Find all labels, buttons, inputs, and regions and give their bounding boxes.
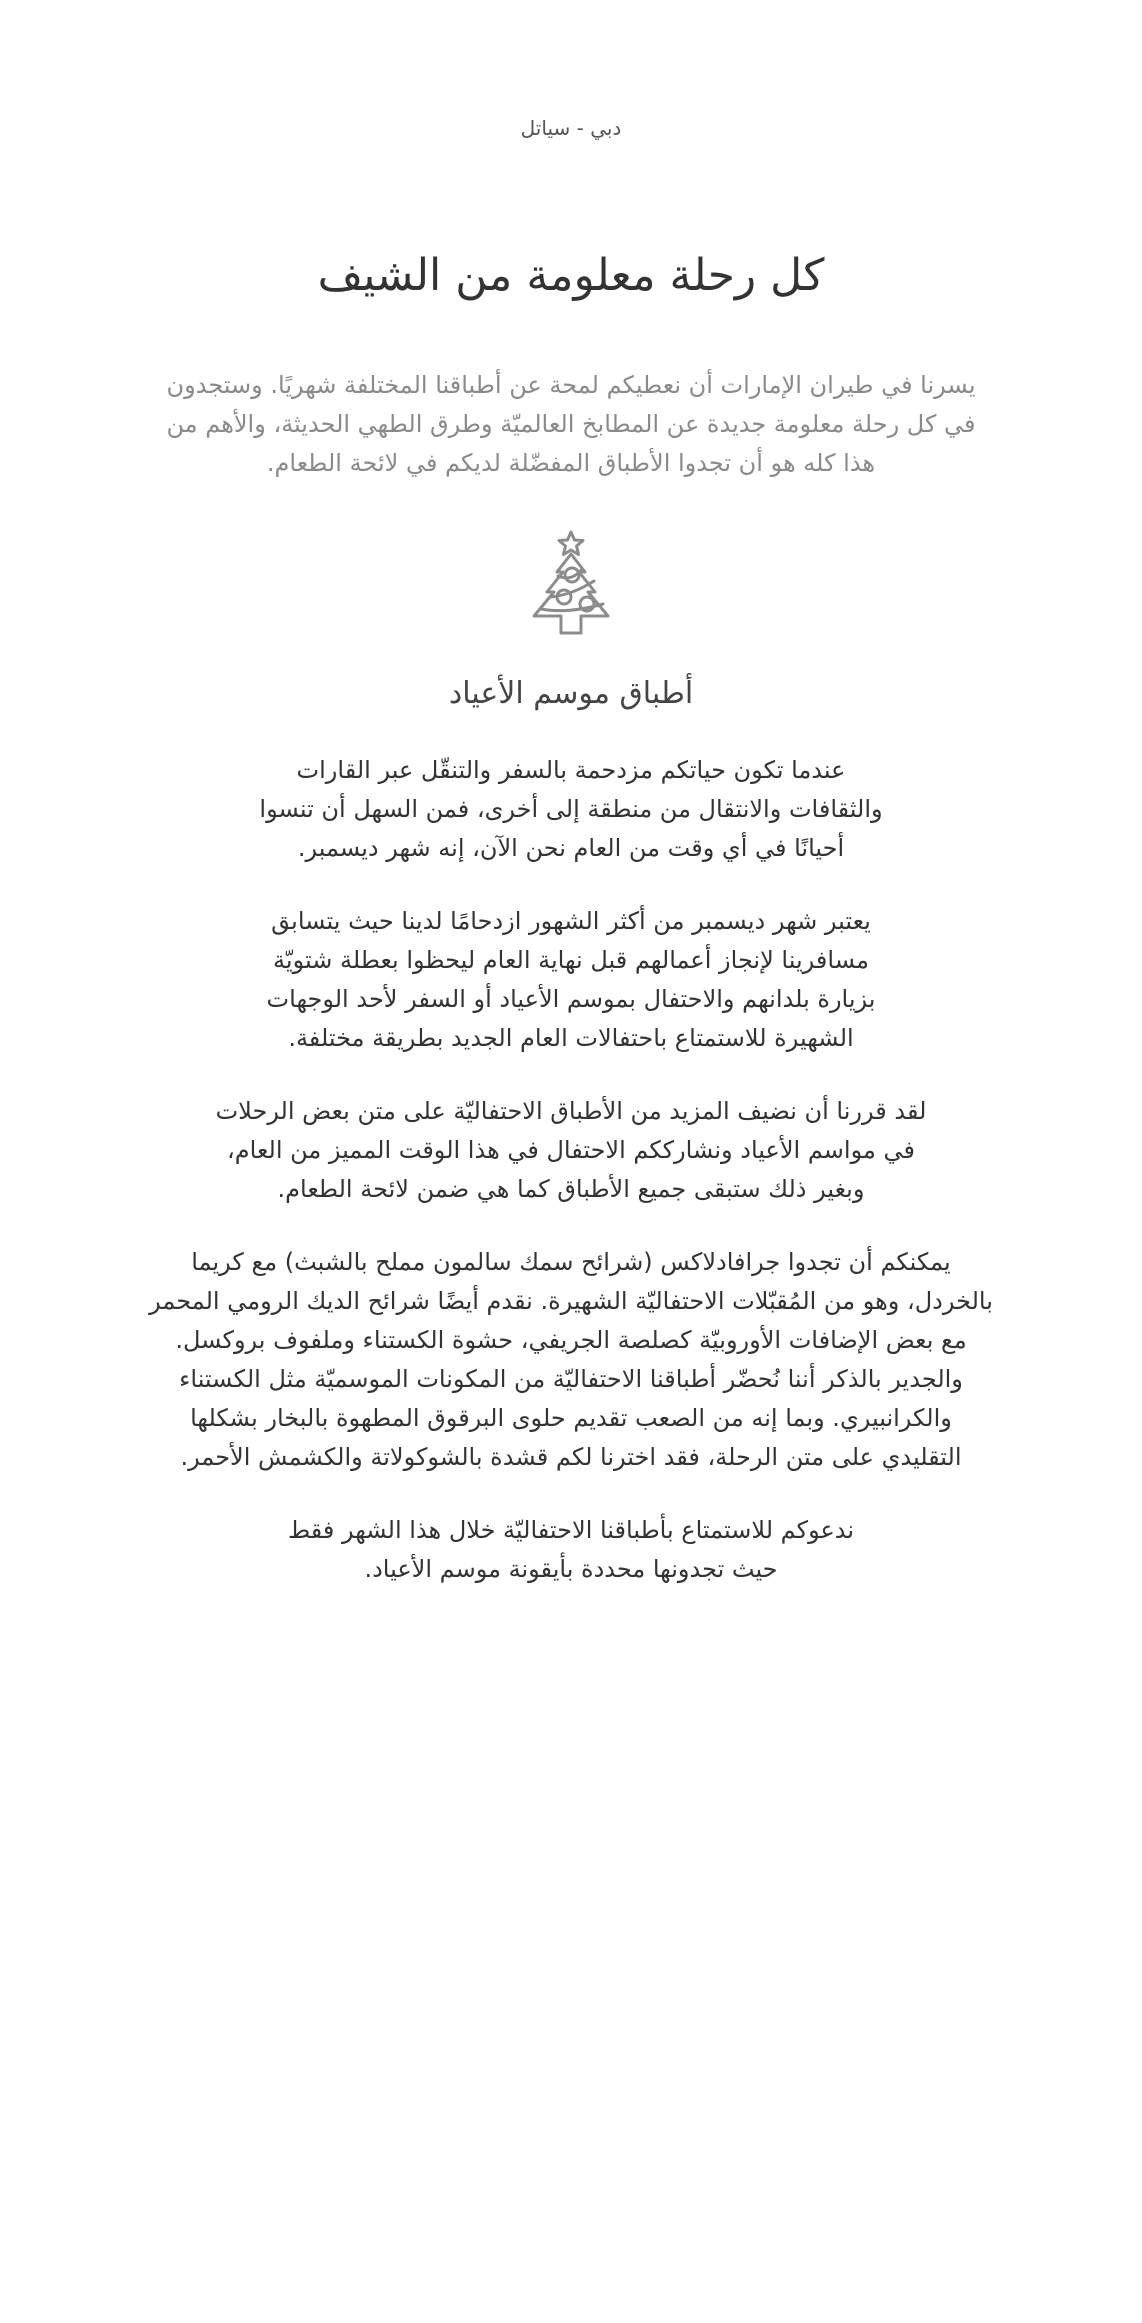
paragraph-line: مسافرينا لإنجاز أعمالهم قبل نهاية العام ليحظوا بعطلة شتويّة (273, 946, 869, 974)
paragraph-line: لقد قررنا أن نضيف المزيد من الأطباق الاحتفاليّة على متن بعض الرحلات (215, 1097, 927, 1125)
paragraph-line: يعتبر شهر ديسمبر من أكثر الشهور ازدحامًا لدينا حيث يتسابق (271, 907, 871, 935)
intro-line: في كل رحلة معلومة جديدة عن المطابخ العالميّة وطرق الطهي الحديثة، والأهم من (166, 410, 976, 438)
intro-line: يسرنا في طيران الإمارات أن نعطيكم لمحة عن أطباقنا المختلفة شهريًا. وستجدون (166, 371, 976, 399)
paragraph-line: والكرانبيري. وبما إنه من الصعب تقديم حلوى البرقوق المطهوة بالبخار بشكلها (190, 1404, 952, 1432)
body-paragraph (71, 1511, 1071, 1589)
paragraph-line: بزيارة بلدانهم والاحتفال بموسم الأعياد أو السفر لأحد الوجهات (266, 985, 876, 1013)
paragraph-line: في مواسم الأعياد ونشارككم الاحتفال في هذا الوقت المميز من العام، (227, 1136, 915, 1164)
body-paragraph (71, 1092, 1071, 1209)
christmas-tree-icon (528, 529, 614, 637)
body-paragraph (71, 902, 1071, 1058)
flight-route: دبي - سياتل (520, 116, 622, 140)
paragraph-line: وبغير ذلك ستبقى جميع الأطباق كما هي ضمن لائحة الطعام. (277, 1175, 865, 1203)
body-paragraph (71, 751, 1071, 868)
paragraph-line: والجدير بالذكر أننا نُحضّر أطباقنا الاحتفاليّة من المكونات الموسميّة مثل الكستناء (179, 1365, 963, 1393)
paragraph-line: حيث تجدونها محددة بأيقونة موسم الأعياد. (364, 1555, 778, 1583)
paragraph-line: مع بعض الإضافات الأوروبيّة كصلصة الجريفي، حشوة الكستناء وملفوف بروكسل. (175, 1326, 967, 1354)
body-paragraph (71, 1243, 1071, 1477)
holiday-icon-container (60, 529, 1082, 637)
paragraph-line: عندما تكون حياتكم مزدحمة بالسفر والتنقّل عبر القارات (296, 756, 846, 784)
paragraph-line: أحيانًا في أي وقت من العام نحن الآن، إنه شهر ديسمبر. (297, 834, 845, 862)
paragraph-line: ندعوكم للاستمتاع بأطباقنا الاحتفاليّة خلال هذا الشهر فقط (287, 1516, 855, 1544)
intro-paragraph (81, 366, 1061, 483)
paragraph-line: الشهيرة للاستمتاع باحتفالات العام الجديد بطريقة مختلفة. (288, 1024, 854, 1052)
paragraph-line: التقليدي على متن الرحلة، فقد اخترنا لكم قشدة بالشوكولاتة والكشمش الأحمر. (180, 1443, 962, 1471)
paragraph-line: والثقافات والانتقال من منطقة إلى أخرى، فمن السهل أن تنسوا (259, 795, 883, 823)
paragraph-line: يمكنكم أن تجدوا جرافادلاكس (شرائح سمك سالمون مملح بالشبث) مع كريما (191, 1248, 951, 1276)
page-title: كل رحلة معلومة من الشيف (317, 250, 825, 301)
section-title: أطباق موسم الأعياد (448, 676, 694, 711)
paragraph-line: بالخردل، وهو من المُقبّلات الاحتفاليّة الشهيرة. نقدم أيضًا شرائح الديك الرومي المحمر (149, 1287, 993, 1315)
intro-line: هذا كله هو أن تجدوا الأطباق المفضّلة لديكم في لائحة الطعام. (266, 449, 876, 477)
